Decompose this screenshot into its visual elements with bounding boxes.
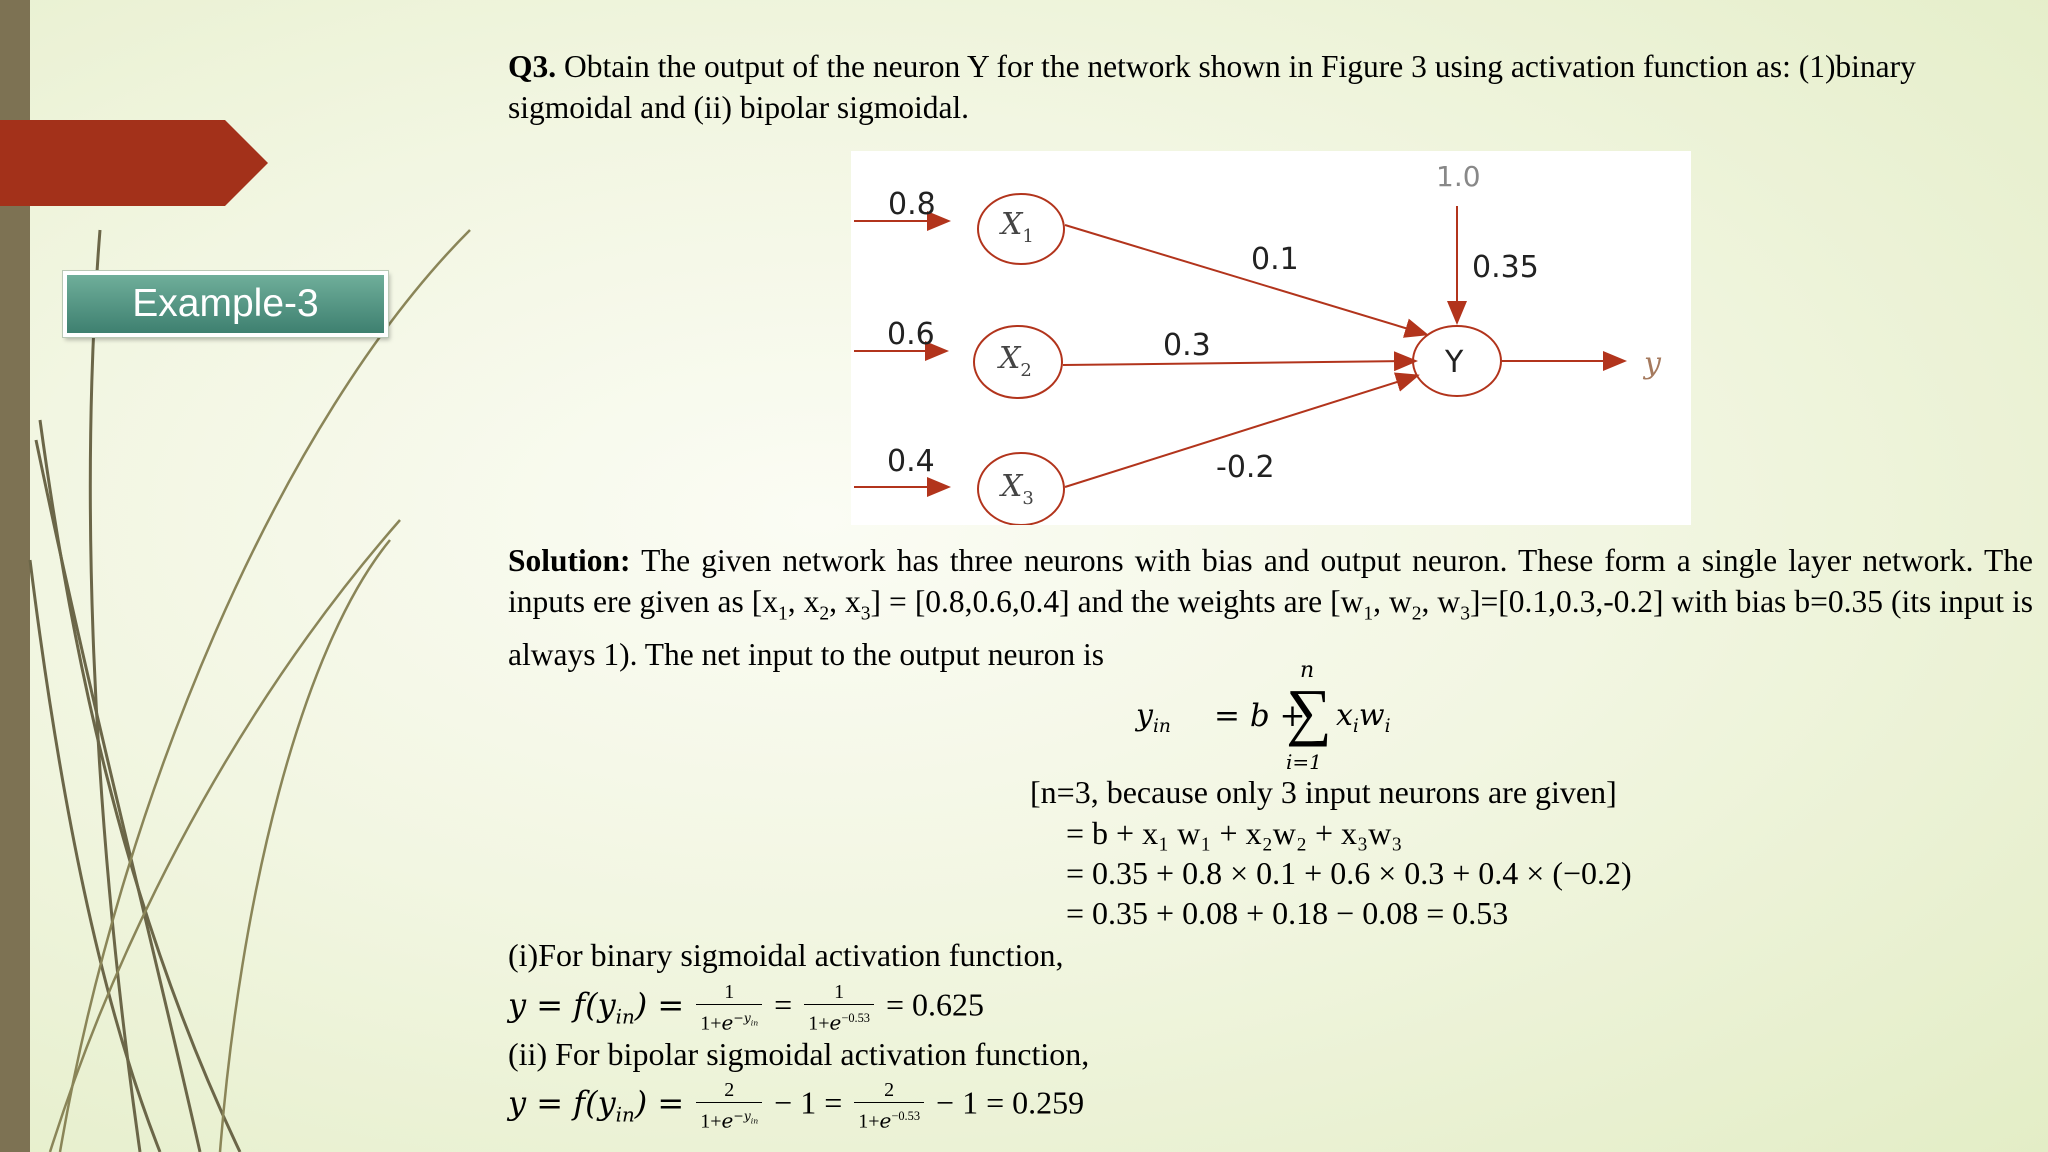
bipolar-formula: $y = f(y_{in})$ = $\frac{2}{1+e^{-y_{in}}}$ − 1 = $\frac{2}{1+e^{-0.53}}$ − 1 = 0.259 xyxy=(508,1079,1085,1133)
node-label-x1: $X_1$ xyxy=(1001,207,1034,247)
output-y-label: y xyxy=(1644,346,1661,381)
solution-paragraph: Solution: The given network has three neurons with bias and output neuron. These form a single layer network. The inputs ere given as [$x_1$, $x_2$, $x_3] = [0.8,0.6,0.4]$ and the weights are [$w_1$, $w_2$, $w_3]=[0.1,0.3,-0.2]$ with bias b=0.35 (its input is always 1). The net input to the output neuron is xyxy=(508,543,2034,673)
step-1: = b + x₁ w₁ + x₂w₂ + x₃w₃ xyxy=(1066,815,1403,851)
question-text xyxy=(508,46,2033,128)
binary-title: (i)For binary sigmoidal activation function, xyxy=(508,937,1064,973)
example-label-button[interactable]: Example-3 xyxy=(63,271,388,337)
step-3: = 0.35 + 0.08 + 0.18 − 0.08 = 0.53 xyxy=(1066,895,1509,931)
sum-symbol: ∑ xyxy=(1286,676,1332,747)
solution-label: Solution: xyxy=(508,543,631,578)
weight-edge-2 xyxy=(1063,361,1414,365)
node-label-x3: $X_3$ xyxy=(1001,469,1034,509)
input-value-2: 0.6 xyxy=(887,317,935,352)
weight-label-3: -0.2 xyxy=(1216,450,1275,485)
input-value-1: 0.8 xyxy=(888,187,936,222)
step-2: = 0.35 + 0.8 × 0.1 + 0.6 × 0.3 + 0.4 × (−0.2) xyxy=(1066,855,1632,891)
question-body: Obtain the output of the neuron Y for the network shown in Figure 3 using activation function as: (1)binary sigmoidal and (ii) bipolar sigmoidal. xyxy=(508,49,1916,125)
weight-edge-1 xyxy=(1065,225,1425,334)
network-diagram xyxy=(851,151,1691,525)
output-node-label: Y xyxy=(1445,345,1464,380)
node-label-x2: $X_2$ xyxy=(999,341,1032,381)
binary-formula: $y = f(y_{in})$ = $\frac{1}{1+e^{-y_{in}}}$ = $\frac{1}{1+e^{-0.53}}$ = 0.625 xyxy=(508,981,985,1035)
input-value-3: 0.4 xyxy=(887,444,935,479)
weight-label-1: 0.1 xyxy=(1251,242,1299,277)
bipolar-title: (ii) For bipolar sigmoidal activation function, xyxy=(508,1036,1090,1072)
bias-weight-label: 0.35 xyxy=(1472,250,1539,285)
question-number: Q3. xyxy=(508,49,557,84)
n-note: [n=3, because only 3 input neurons are given] xyxy=(1030,774,1617,810)
weight-label-2: 0.3 xyxy=(1163,328,1211,363)
network-figure xyxy=(851,151,1691,525)
bias-input-label: 1.0 xyxy=(1436,160,1481,193)
red-arrow-banner xyxy=(0,120,270,206)
